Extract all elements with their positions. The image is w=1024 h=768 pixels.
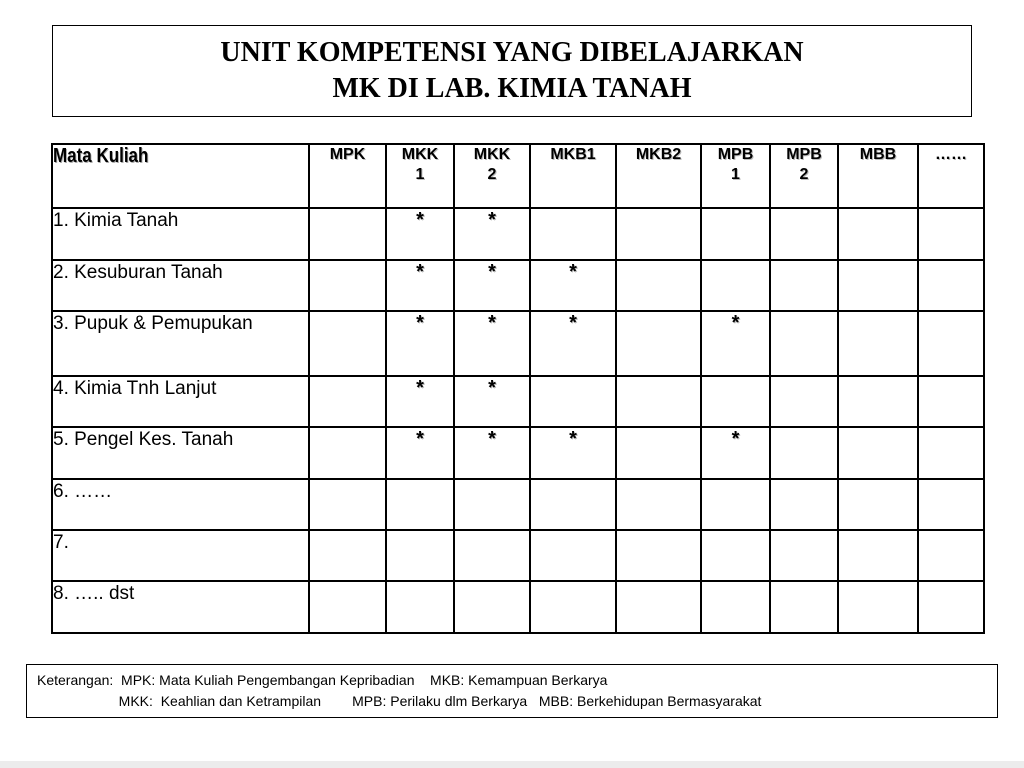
course-name-cell: 4. Kimia Tnh Lanjut (52, 376, 309, 427)
competency-mark-cell: * (701, 311, 770, 376)
legend-line-2: MKK: Keahlian dan Ketrampilan MPB: Perilaku dlm Berkarya MBB: Berkehidupan Bermasyarakat (37, 693, 762, 709)
empty-cell (454, 530, 530, 581)
empty-cell (309, 208, 386, 260)
empty-cell (838, 581, 918, 633)
competency-mark-cell: * (454, 427, 530, 479)
empty-cell (838, 376, 918, 427)
empty-cell (770, 479, 838, 530)
table-row (52, 530, 984, 581)
competency-mark-cell: * (454, 311, 530, 376)
empty-cell (616, 376, 701, 427)
bottom-bar (0, 761, 1024, 768)
empty-cell (918, 427, 984, 479)
empty-cell (918, 311, 984, 376)
competency-mark-cell: * (454, 376, 530, 427)
empty-cell (701, 208, 770, 260)
competency-mark-cell: * (454, 208, 530, 260)
course-name-cell: 7. (52, 530, 309, 581)
empty-cell (309, 530, 386, 581)
competency-mark-cell: * (386, 260, 454, 311)
empty-cell (530, 581, 616, 633)
empty-cell (616, 530, 701, 581)
empty-cell (616, 208, 701, 260)
empty-cell (701, 581, 770, 633)
empty-cell (838, 260, 918, 311)
table-row (52, 376, 984, 427)
course-name-cell: 6. …… (52, 479, 309, 530)
empty-cell (616, 311, 701, 376)
table-row (52, 427, 984, 479)
empty-cell (309, 260, 386, 311)
course-name-cell: 5. Pengel Kes. Tanah (52, 427, 309, 479)
column-header: MKB2 (616, 144, 701, 208)
empty-cell (530, 479, 616, 530)
title-line-1: UNIT KOMPETENSI YANG DIBELAJARKAN (220, 37, 804, 68)
column-header: MKK 1 (386, 144, 454, 208)
empty-cell (386, 581, 454, 633)
empty-cell (838, 208, 918, 260)
empty-cell (918, 581, 984, 633)
column-header: MPK (309, 144, 386, 208)
column-header: …… (918, 144, 984, 208)
competency-mark-cell: * (386, 427, 454, 479)
course-name-cell: 2. Kesuburan Tanah (52, 260, 309, 311)
title-line-2: MK DI LAB. KIMIA TANAH (332, 73, 692, 104)
empty-cell (918, 376, 984, 427)
competency-mark-cell: * (386, 208, 454, 260)
empty-cell (616, 427, 701, 479)
empty-cell (838, 530, 918, 581)
table-row (52, 260, 984, 311)
table-header-row (52, 144, 984, 208)
empty-cell (838, 479, 918, 530)
empty-cell (838, 311, 918, 376)
table-row (52, 479, 984, 530)
empty-cell (309, 427, 386, 479)
column-header: MKB1 (530, 144, 616, 208)
empty-cell (701, 260, 770, 311)
table-row (52, 581, 984, 633)
competency-mark-cell: * (530, 427, 616, 479)
empty-cell (918, 208, 984, 260)
empty-cell (530, 376, 616, 427)
column-header: MPB 2 (770, 144, 838, 208)
empty-cell (701, 479, 770, 530)
column-header: MKK 2 (454, 144, 530, 208)
empty-cell (918, 479, 984, 530)
empty-cell (309, 479, 386, 530)
empty-cell (309, 311, 386, 376)
competency-mark-cell: * (530, 260, 616, 311)
empty-cell (530, 530, 616, 581)
empty-cell (770, 530, 838, 581)
legend-line-1: Keterangan: MPK: Mata Kuliah Pengembangan Kepribadian MKB: Kemampuan Berkarya (37, 672, 608, 688)
competency-mark-cell: * (454, 260, 530, 311)
empty-cell (386, 530, 454, 581)
empty-cell (616, 479, 701, 530)
empty-cell (838, 427, 918, 479)
empty-cell (386, 479, 454, 530)
empty-cell (770, 260, 838, 311)
empty-cell (454, 581, 530, 633)
table-row (52, 311, 984, 376)
competency-mark-cell: * (386, 311, 454, 376)
empty-cell (770, 581, 838, 633)
empty-cell (770, 208, 838, 260)
empty-cell (770, 311, 838, 376)
course-name-cell: 1. Kimia Tanah (52, 208, 309, 260)
competency-table (51, 143, 985, 634)
empty-cell (918, 530, 984, 581)
empty-cell (616, 260, 701, 311)
competency-mark-cell: * (530, 311, 616, 376)
slide-title (52, 25, 972, 117)
table-row (52, 208, 984, 260)
empty-cell (616, 581, 701, 633)
empty-cell (454, 479, 530, 530)
empty-cell (770, 427, 838, 479)
column-header: MBB (838, 144, 918, 208)
empty-cell (530, 208, 616, 260)
course-name-cell: 8. ….. dst (52, 581, 309, 633)
empty-cell (770, 376, 838, 427)
empty-cell (701, 530, 770, 581)
legend (26, 664, 998, 718)
column-header: MPB 1 (701, 144, 770, 208)
empty-cell (309, 581, 386, 633)
course-column-header: Mata Kuliah (52, 144, 309, 208)
empty-cell (701, 376, 770, 427)
competency-mark-cell: * (701, 427, 770, 479)
course-name-cell: 3. Pupuk & Pemupukan (52, 311, 309, 376)
empty-cell (918, 260, 984, 311)
empty-cell (309, 376, 386, 427)
competency-mark-cell: * (386, 376, 454, 427)
